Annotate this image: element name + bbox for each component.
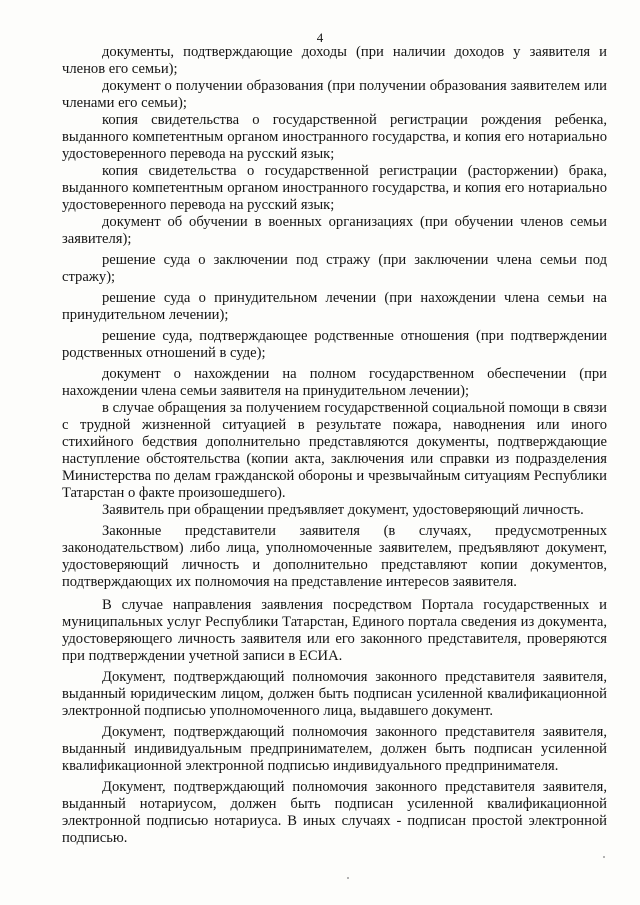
paragraph-marriage-certificate: копия свидетельства о государственной регистрации (расторжении) брака, выданного компетентным органом иностранного государства, и копия его нотариально удостоверенного перевода на русский язык; — [62, 163, 607, 213]
paragraph-disaster-case: в случае обращения за получением государственной социальной помощи в связи с трудной жизненной ситуацией в результате пожара, наводнения или иного стихийного бедствия дополнительно представляются документы, подтверждающие наступление обстоятельства (копии акта, заключения или справки из подразделения Министерства по делам гражданской обороны и чрезвычайным ситуациям Республики Татарстан о факте произошедшего). — [62, 400, 607, 501]
scan-dust-mark — [347, 877, 349, 879]
document-body — [62, 44, 607, 847]
paragraph-state-support: документ о нахождении на полном государственном обеспечении (при нахождении члена семьи заявителя на принудительном лечении); — [62, 366, 607, 399]
paragraph-portal-submission: В случае направления заявления посредством Портала государственных и муниципальных услуг Республики Татарстан, Единого портала сведения из документа, удостоверяющего личность заявителя или его законного представителя, проверяются при подтверждении учетной записи в ЕСИА. — [62, 597, 607, 664]
scan-dust-mark — [603, 856, 605, 858]
paragraph-education-document: документ о получении образования (при получении образования заявителем или членами его семьи); — [62, 78, 607, 111]
paragraph-legal-entity-signature: Документ, подтверждающий полномочия законного представителя заявителя, выданный юридическим лицом, должен быть подписан усиленной квалификационной электронной подписью уполномоченного лица, выдавшего документ. — [62, 669, 607, 719]
paragraph-notary-signature: Документ, подтверждающий полномочия законного представителя заявителя, выданный нотариусом, должен быть подписан усиленной квалификационной электронной подписью нотариуса. В иных случаях - подписан простой электронной подписью. — [62, 779, 607, 846]
paragraph-kinship-decision: решение суда, подтверждающее родственные отношения (при подтверждении родственных отношений в суде); — [62, 328, 607, 361]
paragraph-treatment-decision: решение суда о принудительном лечении (при нахождении члена семьи на принудительном лечении); — [62, 290, 607, 323]
paragraph-applicant-identity: Заявитель при обращении предъявляет документ, удостоверяющий личность. — [102, 502, 584, 518]
paragraph-entrepreneur-signature: Документ, подтверждающий полномочия законного представителя заявителя, выданный индивидуальным предпринимателем, должен быть подписан усиленной квалификационной электронной подписью индивидуального предпринимателя. — [62, 724, 607, 774]
paragraph-income-documents: документы, подтверждающие доходы (при наличии доходов у заявителя и членов его семьи); — [62, 44, 607, 77]
paragraph-birth-certificate: копия свидетельства о государственной регистрации рождения ребенка, выданного компетентным органом иностранного государства, и копия его нотариально удостоверенного перевода на русский язык; — [62, 112, 607, 162]
paragraph-legal-representatives: Законные представители заявителя (в случаях, предусмотренных законодательством) либо лица, уполномоченные заявителем, предъявляют документ, удостоверяющий личность и дополнительно представляют копии документов, подтверждающих их полномочия на представление интересов заявителя. — [62, 523, 607, 590]
paragraph-custody-decision: решение суда о заключении под стражу (при заключении члена семьи под стражу); — [62, 252, 607, 285]
page-number: 4 — [316, 30, 324, 45]
paragraph-military-education: документ об обучении в военных организациях (при обучении членов семьи заявителя); — [62, 214, 607, 247]
